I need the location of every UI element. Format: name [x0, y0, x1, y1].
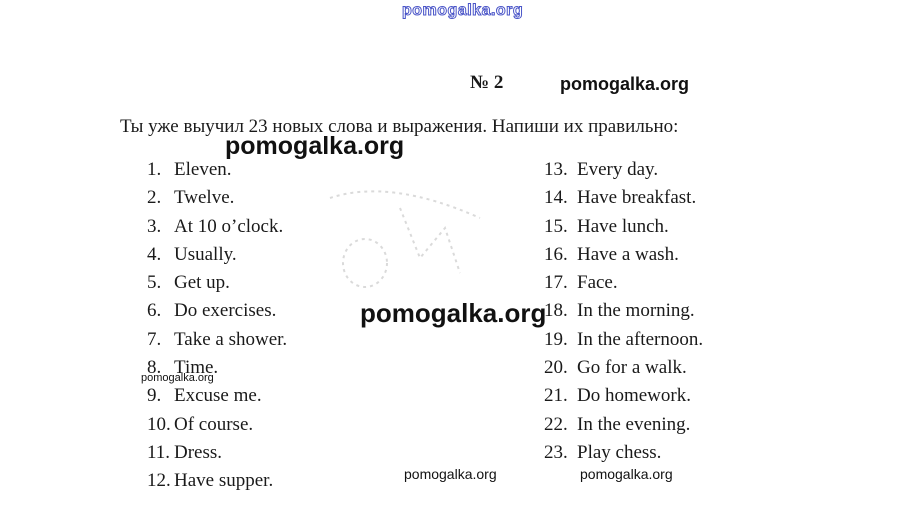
item-text: Face.	[577, 272, 618, 294]
item-number: 2.	[147, 187, 162, 209]
item-number: 21.	[544, 385, 568, 407]
item-number: 22.	[544, 413, 568, 435]
watermark-top: pomogalka.org	[402, 2, 524, 19]
item-number: 15.	[544, 215, 568, 237]
item-text: In the afternoon.	[577, 328, 704, 350]
item-text: Usually.	[174, 243, 237, 265]
item-number: 17.	[544, 272, 568, 294]
list-item	[147, 158, 287, 186]
item-number: 11.	[147, 441, 171, 463]
item-number: 8.	[147, 357, 162, 379]
item-text: Have supper.	[174, 470, 274, 492]
list-item	[544, 328, 703, 356]
item-number: 18.	[544, 300, 568, 322]
item-number: 4.	[147, 243, 162, 265]
list-item	[544, 356, 703, 384]
watermark-large-2: pomogalka.org	[360, 298, 547, 328]
item-number: 19.	[544, 328, 568, 350]
item-text: In the morning.	[577, 300, 695, 322]
item-text: Dress.	[174, 441, 223, 463]
list-item	[544, 384, 703, 412]
item-number: 9.	[147, 385, 162, 407]
watermark-bottom-2: pomogalka.org	[580, 466, 673, 482]
item-text: Eleven.	[174, 159, 232, 180]
list-item	[147, 186, 287, 214]
item-text: Every day.	[577, 159, 659, 180]
item-number: 13.	[544, 159, 568, 180]
list-item	[147, 328, 287, 356]
list-item	[147, 271, 287, 299]
list-item	[544, 186, 703, 214]
item-text: Of course.	[174, 413, 254, 435]
item-number: 16.	[544, 243, 568, 265]
item-text: Take a shower.	[174, 328, 288, 350]
item-number: 14.	[544, 187, 568, 209]
list-item	[147, 384, 287, 412]
list-item	[147, 243, 287, 271]
item-text: Have lunch.	[577, 215, 669, 237]
item-text: Go for a walk.	[577, 357, 687, 379]
list-item	[147, 469, 287, 497]
list-item	[147, 413, 287, 441]
list-item	[544, 271, 703, 299]
list-item	[544, 243, 703, 271]
item-number: 12.	[147, 470, 171, 492]
list-item	[544, 299, 703, 327]
item-text: Twelve.	[174, 187, 235, 209]
item-number: 20.	[544, 357, 568, 379]
task-instruction: Ты уже выучил 23 новых слова и выражения. Напиши их правильно:	[120, 116, 679, 137]
item-text: Do homework.	[577, 385, 691, 407]
item-number: 3.	[147, 215, 162, 237]
item-text: Play chess.	[577, 441, 662, 463]
list-item	[147, 441, 287, 469]
item-number: 7.	[147, 328, 162, 350]
list-item	[544, 158, 703, 186]
item-text: Do exercises.	[174, 300, 277, 322]
item-number: 23.	[544, 441, 568, 463]
item-number: 5.	[147, 272, 162, 294]
item-number: 1.	[147, 159, 162, 180]
list-item	[544, 413, 703, 441]
item-text: In the evening.	[577, 413, 691, 435]
task-number: № 2	[470, 72, 504, 93]
list-item	[544, 215, 703, 243]
watermark-large-1: pomogalka.org	[225, 132, 405, 160]
watermark-bottom-1: pomogalka.org	[404, 466, 497, 482]
watermark-header: pomogalka.org	[560, 74, 690, 94]
item-text: Have a wash.	[577, 243, 679, 265]
faded-stamp-graphic	[270, 168, 530, 318]
words-list-right	[544, 158, 703, 469]
list-item	[147, 215, 287, 243]
item-text: At 10 o’clock.	[174, 215, 284, 237]
item-text: Excuse me.	[174, 385, 262, 407]
item-text: Have breakfast.	[577, 187, 697, 209]
item-text: Get up.	[174, 272, 230, 294]
item-number: 6.	[147, 300, 162, 322]
watermark-small: pomogalka.org	[141, 372, 214, 384]
item-text: Time.	[174, 357, 219, 379]
item-number: 10.	[147, 413, 171, 435]
list-item	[147, 299, 287, 327]
words-list-left	[147, 158, 287, 498]
